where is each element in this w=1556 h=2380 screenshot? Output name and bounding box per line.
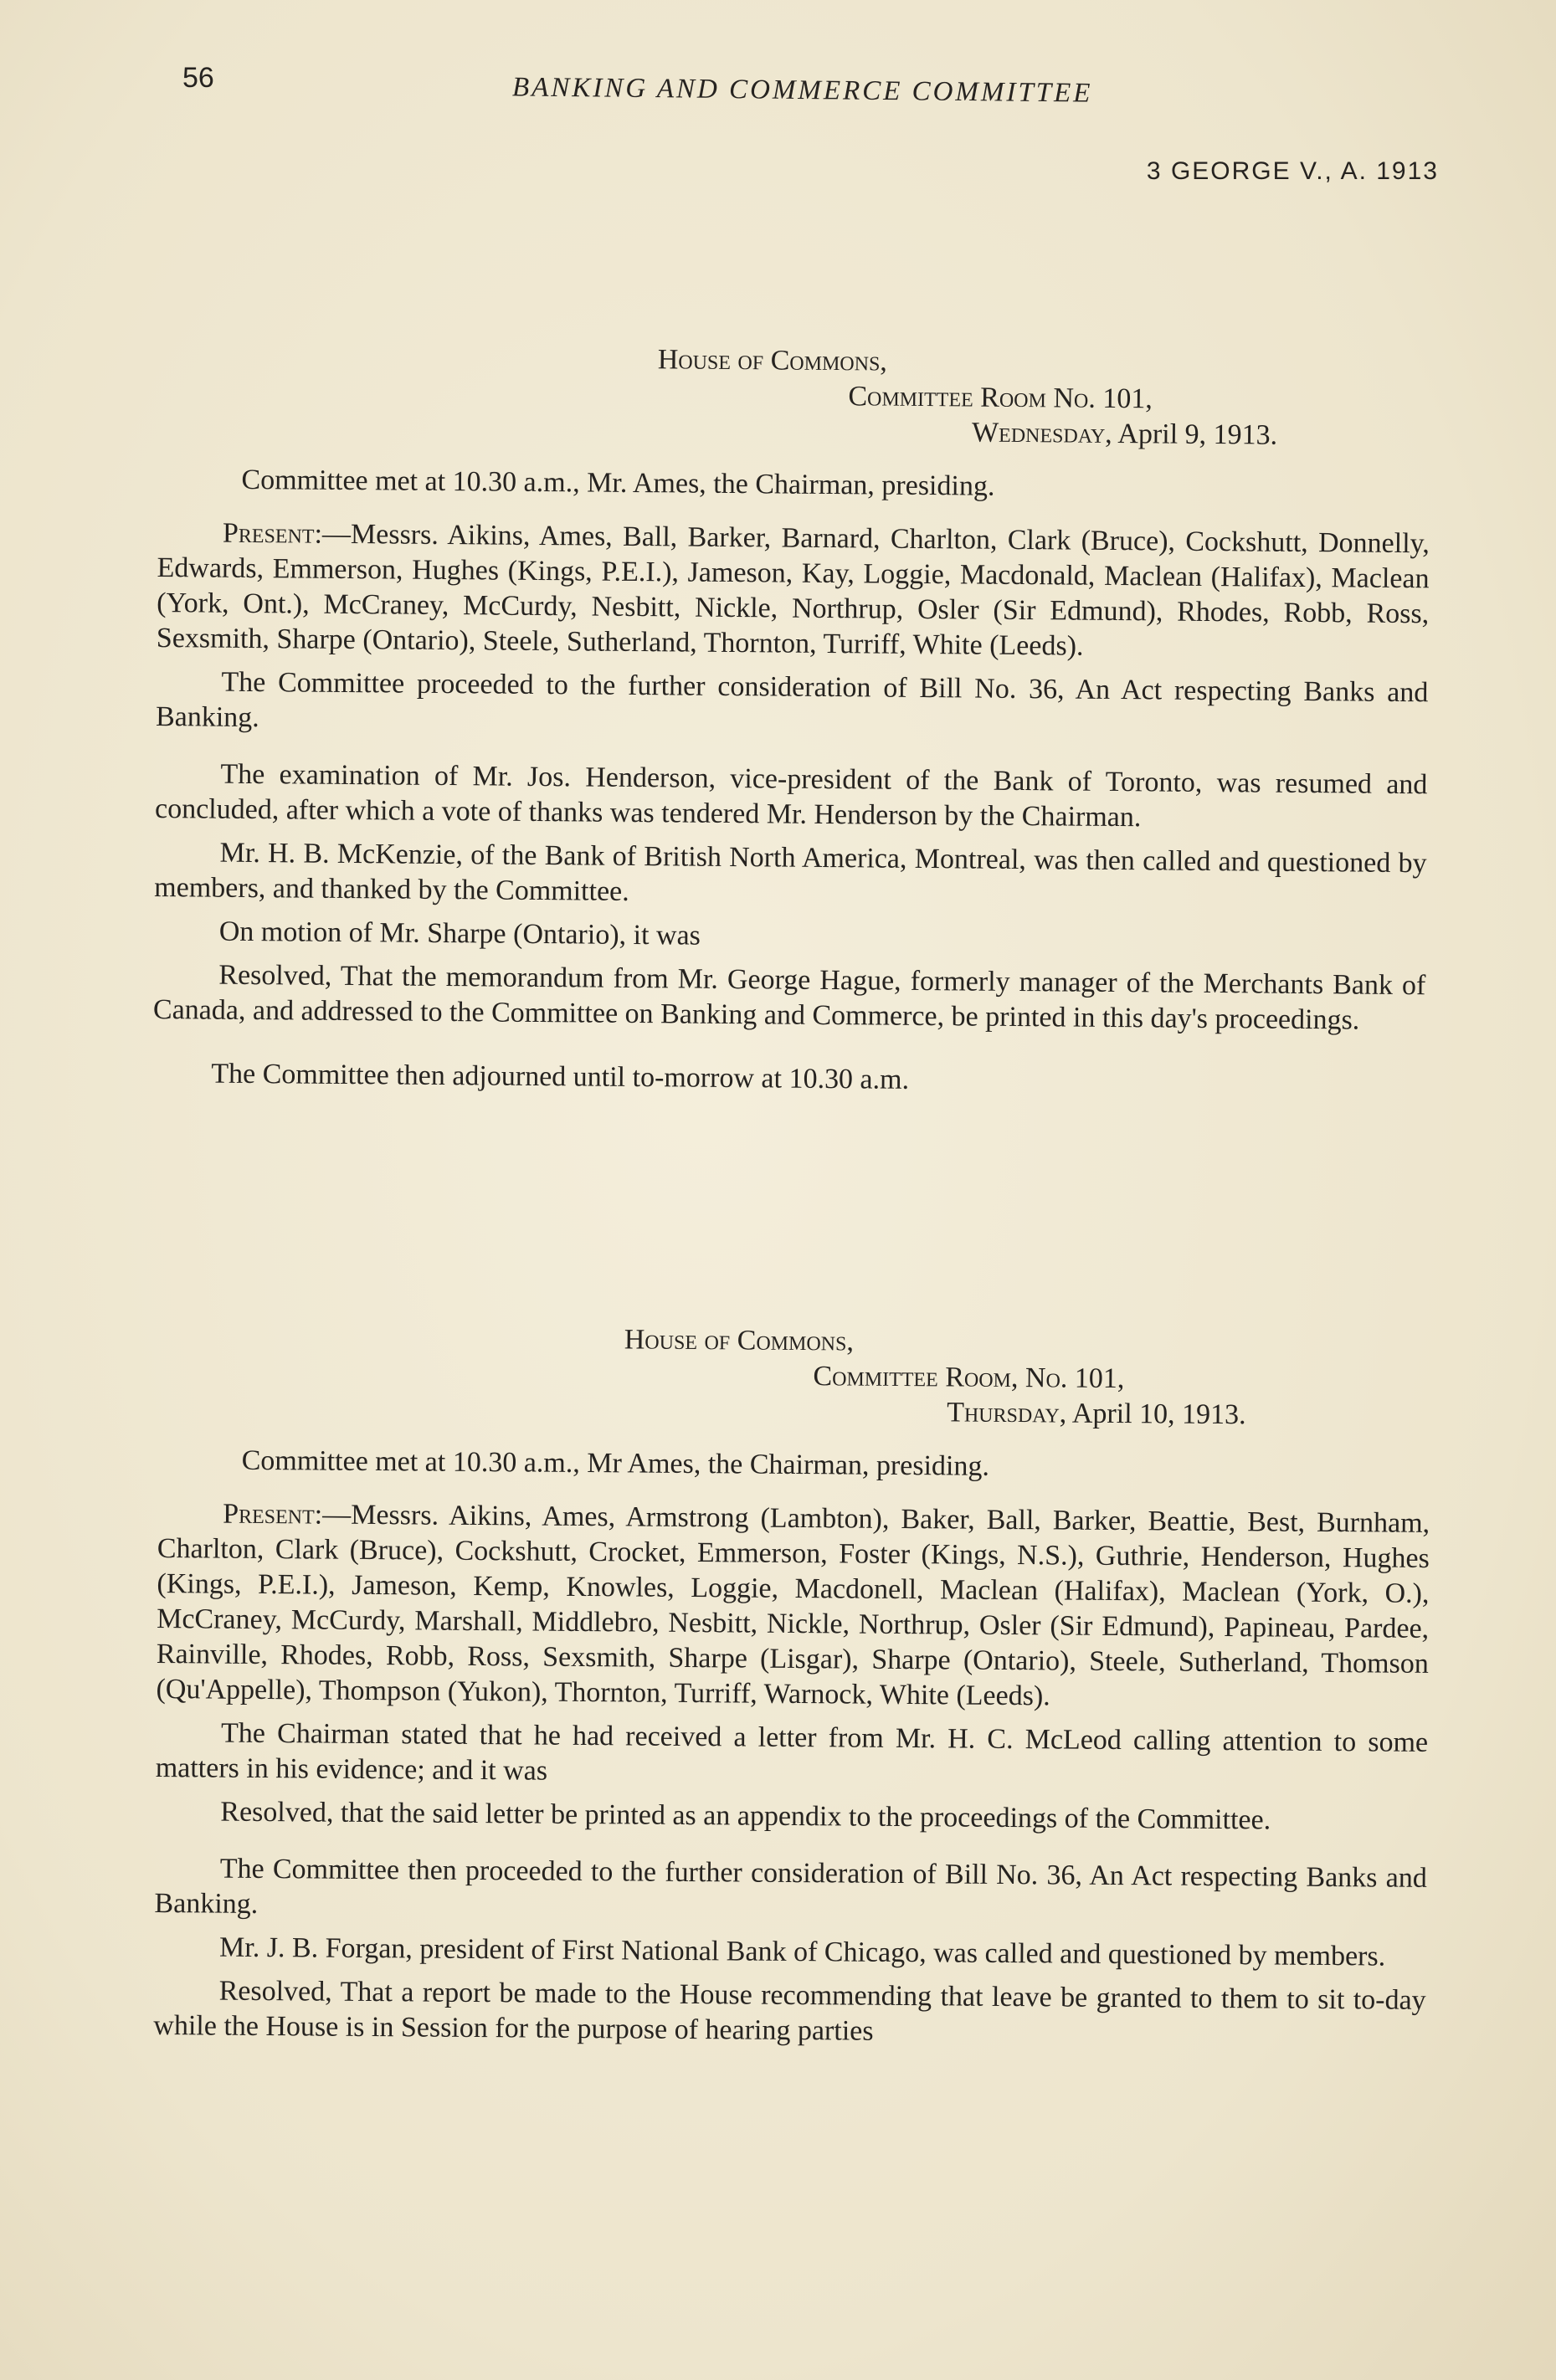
proceedings-paragraph: The Chairman stated that he had received a letter from Mr. H. C. McLeod calling attention to some matters in his evidence; and it was bbox=[155, 1717, 1429, 1787]
day-label: Thursday, bbox=[947, 1397, 1067, 1429]
sitting-april-9 bbox=[152, 338, 1431, 1110]
opening-statement: Committee met at 10.30 a.m., Mr. Ames, the Chairman, presiding. bbox=[241, 464, 995, 502]
room-heading: Committee Room, No. 101, bbox=[813, 1361, 1125, 1395]
proceedings-paragraph: Mr. H. B. McKenzie, of the Bank of British North America, Montreal, was then called and questioned by members, and thanked by the Committee. bbox=[154, 837, 1427, 907]
members-present bbox=[156, 1496, 1430, 1717]
date-label: April 10, 1913. bbox=[1071, 1398, 1246, 1431]
adjournment-statement: The Committee then adjourned until to-morrow at 10.30 a.m. bbox=[211, 1058, 910, 1095]
proceedings-paragraph: The Committee then proceeded to the further consideration of Bill No. 36, An Act respecting Banks and Banking. bbox=[154, 1853, 1427, 1920]
running-title: BANKING AND COMMERCE COMMITTEE bbox=[511, 72, 1093, 109]
date-label: April 9, 1913. bbox=[1117, 418, 1278, 451]
proceedings-paragraph: The examination of Mr. Jos. Henderson, vice-president of the Bank of Toronto, was resumed and concluded, after which a vote of thanks was tendered Mr. Henderson by the Chairman. bbox=[154, 758, 1428, 834]
resolution-paragraph: Resolved, That a report be made to the House recommending that leave be granted to them to sit to-day while the House is in Session for the purpose of hearing parties bbox=[153, 1975, 1426, 2047]
members-list: :—Messrs. Aikins, Ames, Ball, Barker, Barnard, Charlton, Clark (Bruce), Cockshutt, Donnelly, Edwards, Emmerson, Hughes (Kings, P.E.I.), Jameson, Kay, Loggie, Macdonald, Maclean (Halifax), Maclean (York, Ont.), McCraney, McCurdy, Nesbitt, Nickle, Northrup, Osler (Sir Edmund), Rhodes, Robb, Ross, Sexsmith, Sharpe (Ontario), Steele, Sutherland, Thornton, Turriff, White (Leeds). bbox=[156, 518, 1430, 662]
resolution-paragraph: Resolved, that the said letter be printed as an appendix to the proceedings of the Committee. bbox=[220, 1796, 1271, 1836]
present-label: Present bbox=[222, 517, 315, 550]
session-reference: 3 GEORGE V., A. 1913 bbox=[1146, 157, 1439, 185]
opening-statement: Committee met at 10.30 a.m., Mr Ames, the Chairman, presiding. bbox=[241, 1444, 990, 1482]
proceedings-paragraph: The Committee proceeded to the further consideration of Bill No. 36, An Act respecting Banks and Banking. bbox=[155, 666, 1429, 734]
resolution-paragraph: Resolved, That the memorandum from Mr. George Hague, formerly manager of the Merchants Bank of Canada, and addressed to the Committee on Banking and Commerce, be printed in this day's proceedings. bbox=[152, 959, 1426, 1036]
house-heading: House of Commons, bbox=[624, 1324, 855, 1357]
members-present bbox=[157, 515, 1430, 667]
present-label: Present bbox=[223, 1498, 315, 1531]
motion-paragraph: On motion of Mr. Sharpe (Ontario), it was bbox=[218, 916, 701, 951]
house-heading: House of Commons, bbox=[657, 344, 888, 377]
sitting-april-10 bbox=[153, 1319, 1431, 2062]
page-number: 56 bbox=[182, 62, 214, 94]
proceedings-paragraph: Mr. J. B. Forgan, president of First National Bank of Chicago, was called and questioned by members. bbox=[218, 1931, 1386, 1972]
day-label: Wednesday, bbox=[971, 417, 1112, 449]
room-heading: Committee Room No. 101, bbox=[848, 381, 1153, 415]
members-list: :—Messrs. Aikins, Ames, Armstrong (Lambton), Baker, Ball, Barker, Beattie, Best, Burnham, Charlton, Clark (Bruce), Cockshutt, Crocket, Emmerson, Foster (Kings, N.S.), Guthrie, Henderson, Hughes (Kings, P.E.I.), Jameson, Kemp, Knowles, Loggie, Macdonell, Maclean (Halifax), Maclean (York, O.), McCraney, McCurdy, Marshall, Middlebro, Nesbitt, Nickle, Northrup, Osler (Sir Edmund), Papineau, Pardee, Rainville, Rhodes, Robb, Ross, Sexsmith, Sharpe (Lisgar), Sharpe (Ontario), Steele, Sutherland, Thomson (Qu'Appelle), Thompson (Yukon), Thornton, Turriff, Warnock, White (Leeds). bbox=[156, 1499, 1430, 1712]
